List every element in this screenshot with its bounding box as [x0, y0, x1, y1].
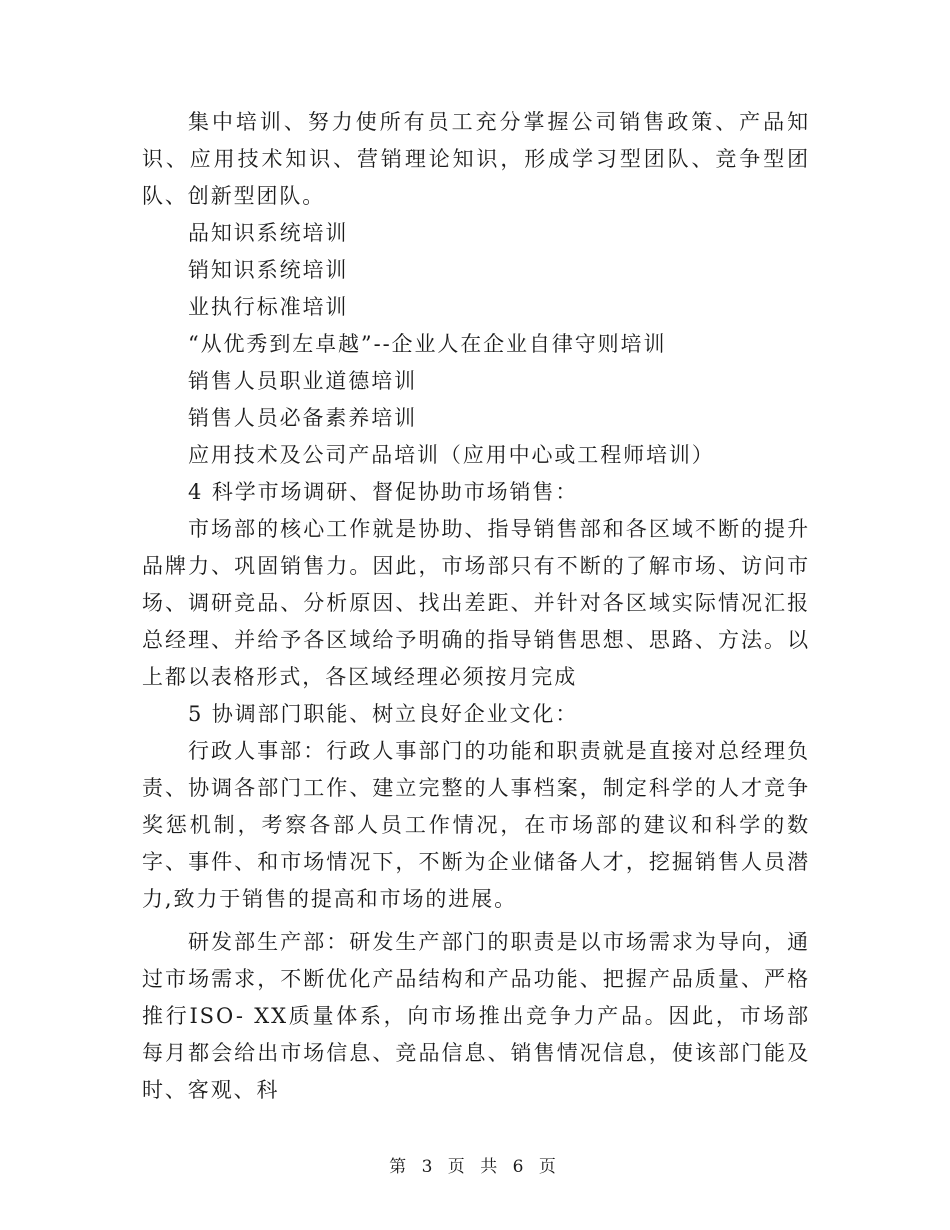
- list-item-essential-qualities: 销售人员必备素养培训: [188, 406, 417, 430]
- paragraph-training-intro: 集中培训、努力使所有员工充分掌握公司销售政策、产品知识、应用技术知识、营销理论知识，形成学习型团队、竞争型团队、创新型团队。: [142, 110, 810, 208]
- page-number-footer: 第 3 页 共 6 页: [389, 1157, 561, 1177]
- list-item-self-discipline: “从优秀到左卓越”--企业人在企业自律守则培训: [188, 332, 667, 356]
- list-item-professional-ethics: 销售人员职业道德培训: [188, 369, 417, 393]
- body-text: [142, 104, 810, 1109]
- paragraph-hr-department: 行政人事部：行政人事部门的功能和职责就是直接对总经理负责、协调各部门工作、建立完整的人事档案，制定科学的人才竞争奖惩机制，考察各部人员工作情况，在市场部的建议和科学的数字、事件、和市场情况下，不断为企业储备人才，挖掘销售人员潜力,致力于销售的提高和市场的进展。: [142, 739, 810, 911]
- paragraph-rd-production: 研发部生产部：研发生产部门的职责是以市场需求为导向，通过市场需求，不断优化产品结构和产品功能、把握产品质量、严格推行ISO- XX质量体系，向市场推出竞争力产品。因此，市场部每月都会给出市场信息、竞品信息、销售情况信息，使该部门能及时、客观、科: [142, 930, 810, 1102]
- list-item-product-knowledge: 品知识系统培训: [188, 221, 349, 245]
- paragraph-market-research: 市场部的核心工作就是协助、指导销售部和各区域不断的提升品牌力、巩固销售力。因此，市场部只有不断的了解市场、访问市场、调研竞品、分析原因、找出差距、并针对各区域实际情况汇报总经理、并给予各区域给予明确的指导销售思想、思路、方法。以上都以表格形式，各区域经理必须按月完成: [142, 517, 810, 689]
- list-item-sales-knowledge: 销知识系统培训: [188, 258, 349, 282]
- list-item-application-technology: 应用技术及公司产品培训（应用中心或工程师培训）: [188, 443, 715, 467]
- list-item-industry-standards: 业执行标准培训: [188, 295, 349, 319]
- section-heading-4: 4 科学市场调研、督促协助市场销售：: [188, 480, 579, 504]
- section-heading-5: 5 协调部门职能、树立良好企业文化：: [188, 702, 579, 726]
